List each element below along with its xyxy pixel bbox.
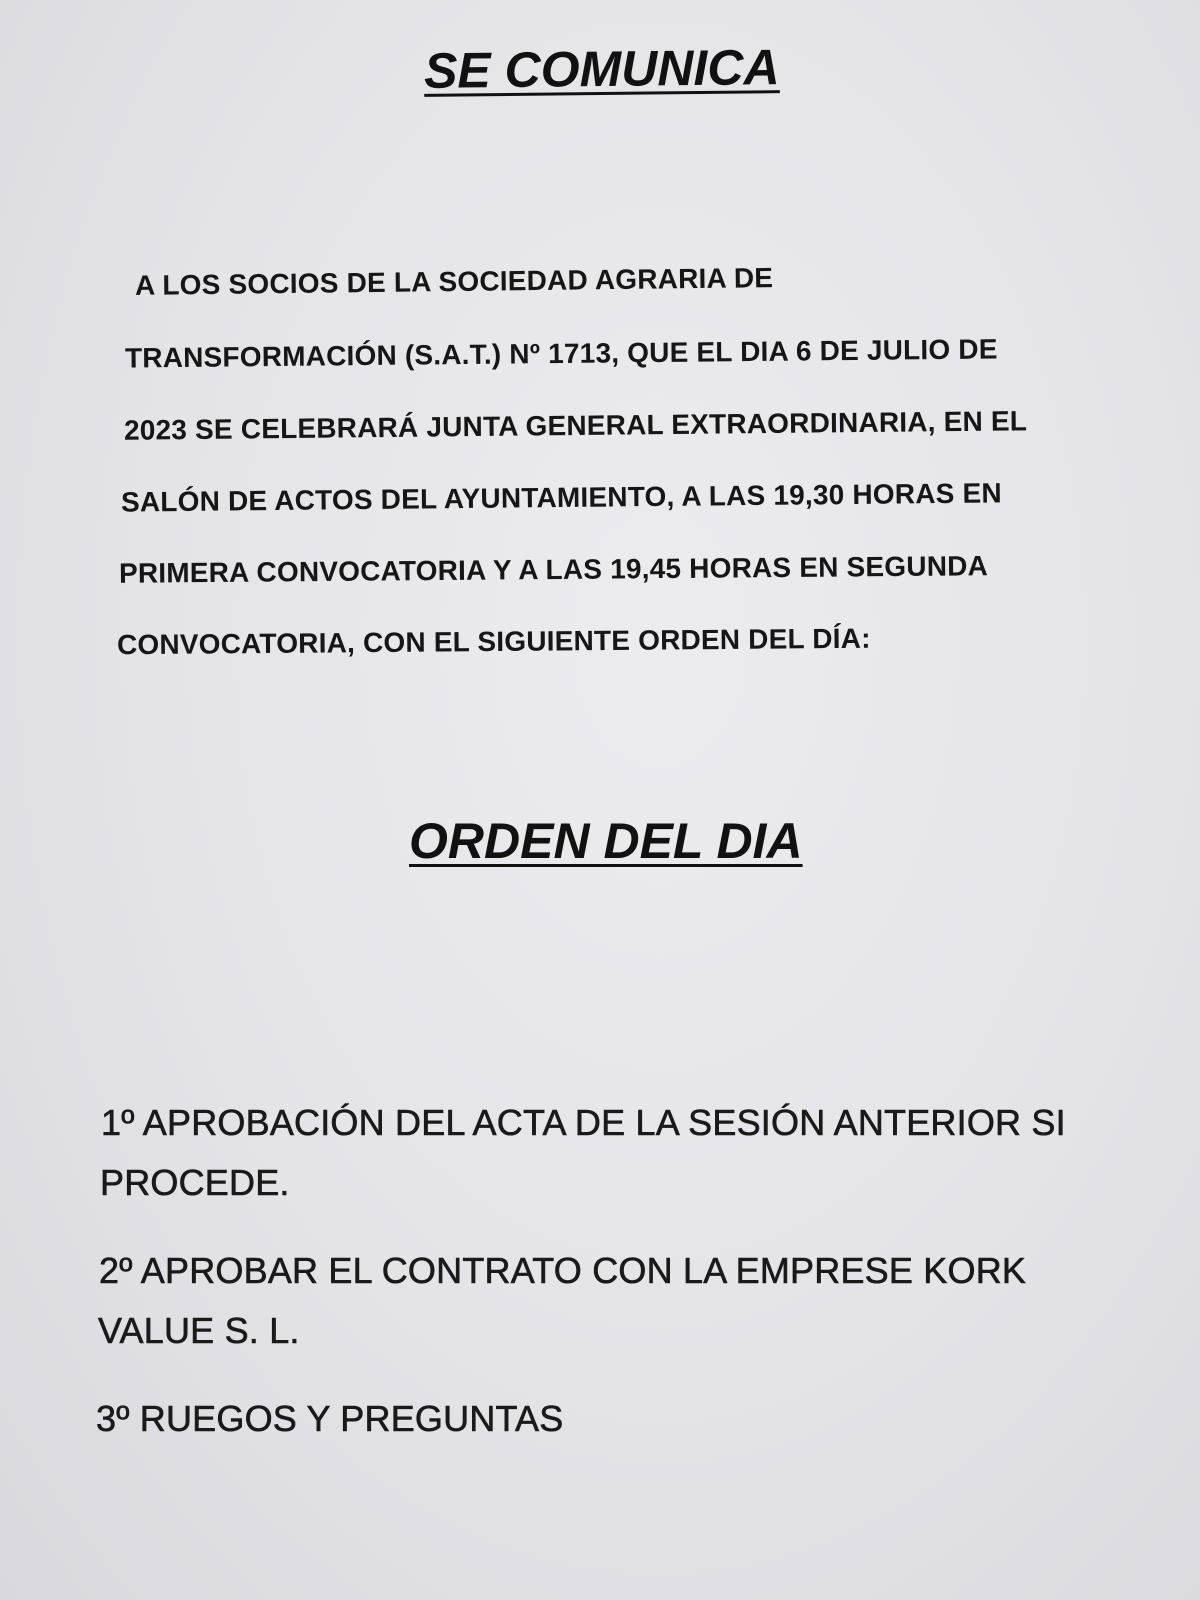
agenda-item-3-line-1: 3º RUEGOS Y PREGUNTAS <box>96 1398 564 1439</box>
body-line-1: A LOS SOCIOS DE LA SOCIEDAD AGRARIA DE <box>134 262 774 301</box>
body-line-6: CONVOCATORIA, CON EL SIGUIENTE ORDEN DEL DÍA: <box>116 622 871 661</box>
body-line-4: SALÓN DE ACTOS DEL AYUNTAMIENTO, A LAS 19,30 HORAS EN <box>120 477 1002 518</box>
agenda-item-2-line-2: VALUE S. L. <box>98 1310 300 1351</box>
body-line-2: TRANSFORMACIÓN (S.A.T.) Nº 1713, QUE EL DIA 6 DE JULIO DE <box>124 333 998 374</box>
agenda-item-1-line-1: 1º APROBACIÓN DEL ACTA DE LA SESIÓN ANTERIOR SI <box>101 1102 1066 1143</box>
notice-title: SE COMUNICA <box>423 39 780 99</box>
agenda-item-2-line-1: 2º APROBAR EL CONTRATO CON LA EMPRESE KORK <box>99 1250 1027 1291</box>
body-line-3: 2023 SE CELEBRARÁ JUNTA GENERAL EXTRAORDINARIA, EN EL <box>123 405 1028 446</box>
agenda-title: ORDEN DEL DIA <box>409 813 803 869</box>
body-line-5: PRIMERA CONVOCATORIA Y A LAS 19,45 HORAS EN SEGUNDA <box>118 550 989 589</box>
agenda-item-1-line-2: PROCEDE. <box>100 1162 290 1203</box>
